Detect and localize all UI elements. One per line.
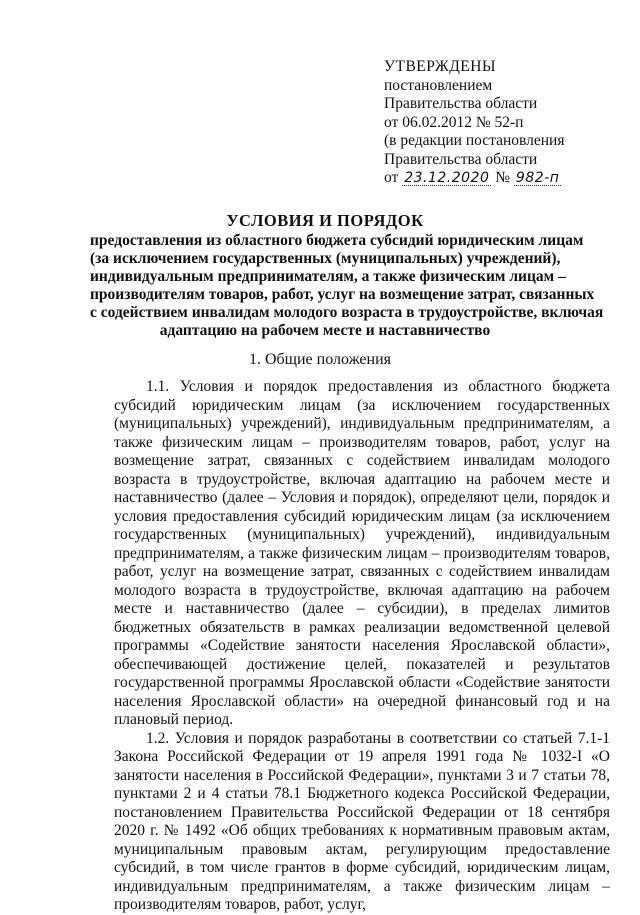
approval-heading: УТВЕРЖДЕНЫ (384, 58, 496, 75)
section-heading: 1. Общие положения (248, 351, 392, 368)
handwritten-number: 982-п (515, 170, 560, 186)
title-line: адаптацию на рабочем месте и наставничество (159, 322, 491, 339)
title-line: с содействием инвалидам молодого возраста в трудоустройстве, включая (90, 304, 604, 321)
approval-line: от 06.02.2012 № 52-п (384, 113, 524, 131)
approval-block (384, 58, 624, 188)
paragraph-1-1: 1.1. Условия и порядок предоставления из областного бюджета субсидий юридическим лицам (за исключением государственных (муниципальных) учреждений), индивидуальным предпринимателям, а также физическим лицам – производителям товаров, работ, услуг на возмещение затрат, связанных с содействием инвалидам молодого возраста в трудоустройстве, включая адаптацию на рабочем месте и наставничество (далее – Условия и порядок), определяют цели, порядок и условия предоставления субсидий юридическим лицам (за исключением государственных (муниципальных) учреждений), индивидуальным предпринимателям, а также физическим лицам – производителям товаров, работ, услуг на возмещение затрат, связанных с содействием инвалидам молодого возраста в трудоустройстве, включая адаптацию на рабочем месте и наставничество (далее – субсидии), в пределах лимитов бюджетных обязательств в рамках реализации ведомственной целевой программы «Содействие занятости населения Ярославской области», обеспечивающей достижение целей, показателей и результатов государственной программы Ярославской области «Содействие занятости населения Ярославской области» на очередной финансовый год и на плановый период. (114, 378, 610, 728)
approval-line: Правительства области (384, 95, 538, 112)
paragraph-1-2: 1.2. Условия и порядок разработаны в соответствии со статьей 7.1-1 Закона Российской Федерации от 19 апреля 1991 года № 1032-I «О занятости населения в Российской Федерации», пунктами 3 и 7 статьи 78, пунктами 2 и 4 статьи 78.1 Бюджетного кодекса Российской Федерации, постановлением Правительства Российской Федерации от 18 сентября 2020 г. № 1492 «Об общих требованиях к нормативным правовым актам, муниципальным правовым актам, регулирующим предоставление субсидий, в том числе грантов в форме субсидий, юридическим лицам, индивидуальным предпринимателям, а также физическим лицам – производителям товаров, работ, услуг, (114, 729, 610, 913)
number-sign: № (495, 169, 511, 186)
approval-line: постановлением (384, 76, 493, 94)
approval-from-prefix: от (384, 169, 399, 186)
approval-revision-line (384, 169, 624, 188)
document-body (114, 378, 610, 915)
title-line: индивидуальным предпринимателям, а также физическим лицам – (90, 268, 566, 285)
title-line: (за исключением государственных (муниципальных) учреждений), (90, 250, 561, 267)
approval-line: (в редакции постановления (384, 132, 565, 149)
approval-line: Правительства области (384, 150, 538, 168)
handwritten-date: 23.12.2020 (404, 170, 490, 186)
title-main: УСЛОВИЯ И ПОРЯДОК (226, 211, 424, 230)
document-title (90, 211, 604, 340)
title-line: предоставления из областного бюджета субсидий юридическим лицам (90, 232, 584, 249)
title-line: производителям товаров, работ, услуг на возмещение затрат, связанных (90, 286, 595, 303)
